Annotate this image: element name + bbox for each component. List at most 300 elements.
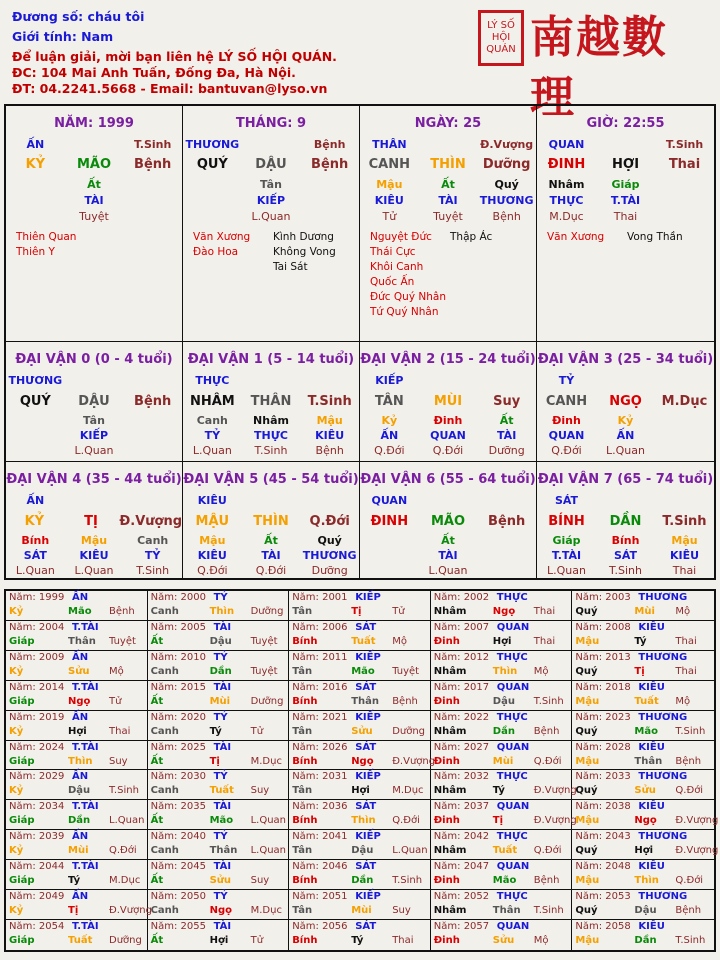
- dv-hidden-row-item: SÁT: [613, 549, 638, 562]
- dv-hidden-row-item: [6, 444, 65, 457]
- year-cell: [431, 770, 577, 800]
- dv-top-row-item: THƯƠNG: [8, 374, 63, 387]
- year-cell: [148, 651, 290, 681]
- year-stage: Đ.Vượng: [533, 815, 577, 827]
- year-cell: [572, 860, 714, 890]
- dv-hidden-row: [6, 549, 182, 562]
- dv-top-row-item: [419, 374, 478, 387]
- dv-hidden-row-item: L.Quan: [15, 564, 55, 577]
- dv-hidden-row: [537, 564, 714, 577]
- year-cell: [289, 621, 431, 651]
- year-stage: Đ.Vượng: [109, 905, 152, 917]
- year-stem: Đinh: [433, 815, 460, 827]
- year-star: TÀI: [213, 801, 232, 813]
- dv-top-row-item: KIẾP: [375, 374, 404, 387]
- year-stage: L.Quan: [109, 815, 145, 827]
- year-label: Năm: 2035: [150, 801, 206, 813]
- year-branch: Tị: [634, 665, 645, 677]
- year-star: QUAN: [496, 621, 530, 633]
- year-stem: Tân: [292, 606, 313, 617]
- dv-main-row-item: THÌN: [253, 514, 289, 529]
- annual-grid: [4, 589, 719, 952]
- year-stage: Mộ: [675, 606, 691, 617]
- year-branch: Dậu: [351, 845, 374, 857]
- pillar-main-row-item: ĐINH: [547, 157, 586, 172]
- year-branch: Sửu: [68, 665, 90, 677]
- dv-hidden-row-item: QUAN: [548, 429, 585, 442]
- year-stem: Kỷ: [9, 606, 24, 617]
- year-label: Năm: 2010: [150, 651, 206, 663]
- pillar-hidden-row-item: [655, 178, 714, 191]
- year-cell: [148, 920, 290, 950]
- year-cell: [431, 711, 573, 741]
- year-stage: Bệnh: [109, 606, 135, 617]
- year-stem: Kỷ: [9, 905, 24, 917]
- year-stem: Ất: [150, 755, 164, 767]
- year-stage: L.Quan: [250, 815, 287, 827]
- brand-logo: [478, 8, 710, 123]
- year-stem: Canh: [150, 665, 179, 677]
- year-branch: Sửu: [492, 935, 515, 947]
- year-label: Năm: 2023: [575, 711, 631, 723]
- year-stem: Mậu: [575, 815, 600, 827]
- dv-hidden-row: [360, 429, 536, 442]
- year-branch: Tý: [209, 725, 222, 737]
- year-cell: [431, 681, 573, 711]
- year-label: Năm: 2057: [433, 921, 490, 933]
- dai-van-title: ĐẠI VẬN 5 (45 - 54 tuổi): [183, 472, 359, 487]
- year-branch: Tý: [351, 935, 364, 947]
- year-label: Năm: 2050: [150, 891, 206, 903]
- year-star: THỰC: [496, 711, 528, 723]
- dv-hidden-row-item: Giáp: [552, 534, 581, 547]
- year-stem: Giáp: [9, 755, 35, 767]
- year-stage: Suy: [392, 905, 411, 917]
- dv-hidden-row-item: [360, 534, 419, 547]
- year-stem: Bính: [292, 695, 318, 707]
- year-label: Năm: 2012: [433, 651, 490, 663]
- year-label: Năm: 2026: [292, 741, 348, 753]
- owner-name: Đương số: cháu tôi: [12, 9, 145, 24]
- pillar-main-row-item: Bệnh: [134, 157, 172, 172]
- year-stage: Q.Đới: [392, 815, 420, 827]
- logo-text: 南越數理: [530, 12, 668, 123]
- year-stem: Quý: [575, 845, 598, 857]
- year-branch: Mão: [351, 665, 375, 677]
- pillar-cell: [183, 106, 360, 342]
- year-branch: Dậu: [68, 785, 91, 797]
- year-label: Năm: 2004: [9, 621, 65, 633]
- dv-hidden-row-item: TÀI: [261, 549, 281, 562]
- year-label: Năm: 2058: [575, 921, 631, 933]
- pillar-top-row-item: THƯƠNG: [185, 138, 240, 151]
- year-stage: Tuyệt: [250, 635, 278, 647]
- dv-hidden-row: [183, 564, 359, 577]
- dv-top-row: [537, 494, 714, 507]
- pillar-hidden-row-item: KIÊU: [374, 194, 404, 207]
- year-label: Năm: 2033: [575, 771, 631, 783]
- dv-hidden-row-item: [6, 414, 65, 427]
- year-star: TỶ: [213, 771, 228, 783]
- year-branch: Ngọ: [68, 695, 91, 707]
- year-branch: Mùi: [634, 606, 655, 617]
- year-stem: Đinh: [433, 755, 460, 767]
- year-star: TÀI: [213, 921, 232, 933]
- pillar-hidden-row-item: [6, 178, 65, 191]
- year-label: Năm: 1999: [9, 592, 65, 603]
- year-branch: Hợi: [209, 935, 229, 947]
- pillar-hidden-row: [360, 178, 536, 191]
- pillar-extras-left: [370, 230, 446, 320]
- year-star: KIÊU: [638, 741, 665, 753]
- pillar-hidden-row-item: [655, 210, 714, 223]
- year-cell: [6, 591, 148, 621]
- dv-hidden-row-item: KIÊU: [79, 549, 109, 562]
- year-cell: [148, 860, 290, 890]
- year-branch: Dần: [492, 725, 515, 737]
- year-star: QUAN: [496, 741, 530, 753]
- year-stem: Mậu: [575, 755, 600, 767]
- year-star: SÁT: [355, 741, 377, 753]
- year-stem: Nhâm: [433, 665, 467, 677]
- dv-hidden-row: [6, 414, 182, 427]
- year-branch: Tuất: [634, 695, 659, 707]
- year-label: Năm: 2053: [575, 891, 631, 903]
- pillar-hidden-row-item: T.TÀI: [610, 194, 641, 207]
- dv-top-row-item: [596, 374, 655, 387]
- year-branch: Mùi: [68, 845, 89, 857]
- pillar-cell: [537, 106, 714, 342]
- year-stem: Mậu: [575, 695, 600, 707]
- year-label: Năm: 2025: [150, 741, 206, 753]
- year-label: Năm: 2048: [575, 861, 631, 873]
- dv-top-row-item: SÁT: [554, 494, 579, 507]
- pillar-main-row-item: Dưỡng: [482, 157, 531, 172]
- year-branch: Thìn: [492, 665, 518, 677]
- dv-hidden-row: [6, 444, 182, 457]
- pillar-main-row: [360, 157, 536, 172]
- year-cell: [6, 741, 148, 771]
- pillar-cell: [6, 106, 183, 342]
- year-stage: M.Dục: [250, 905, 282, 917]
- year-stage: Dưỡng: [250, 695, 284, 707]
- year-cell: [6, 890, 152, 920]
- dv-top-row-item: [242, 494, 301, 507]
- year-stem: Bính: [292, 755, 318, 767]
- dv-top-row-item: [123, 494, 182, 507]
- year-label: Năm: 2036: [292, 801, 348, 813]
- pillar-top-row: [360, 138, 536, 151]
- year-branch: Thìn: [634, 875, 659, 887]
- dv-hidden-row-item: KIÊU: [197, 549, 227, 562]
- dv-hidden-row-item: Q.Đới: [551, 444, 582, 457]
- year-stage: Q.Đới: [675, 785, 704, 797]
- year-branch: Mão: [68, 606, 92, 617]
- dv-main-row: [183, 514, 359, 529]
- year-stage: Thai: [675, 635, 697, 647]
- dv-hidden-row-item: L.Quan: [606, 444, 645, 457]
- dv-hidden-row-item: ẤN: [380, 429, 399, 442]
- year-stage: Q.Đới: [533, 845, 562, 857]
- year-label: Năm: 2032: [433, 771, 490, 783]
- dv-hidden-row-item: [477, 564, 536, 577]
- year-cell: [572, 651, 714, 681]
- pillar-hidden-row-item: THỰC: [549, 194, 584, 207]
- year-stem: Canh: [150, 725, 179, 737]
- year-star: TÀI: [213, 681, 232, 693]
- pillar-top-row-item: T.Sinh: [133, 138, 172, 151]
- year-cell: [289, 651, 431, 681]
- pillar-title: NGÀY: 25: [414, 116, 482, 131]
- dv-top-row-item: [300, 494, 359, 507]
- year-cell: [148, 800, 290, 830]
- year-star: T.TÀI: [72, 621, 99, 633]
- pillar-hidden-row-item: [6, 210, 65, 223]
- dv-hidden-row-item: Kỷ: [617, 414, 634, 427]
- year-star: QUAN: [496, 801, 530, 813]
- pillar-hidden-row-item: Tuyệt: [433, 210, 463, 223]
- pillar-hidden-row-item: [300, 210, 359, 223]
- year-star: ẤN: [72, 831, 89, 843]
- dai-van-cell: [537, 342, 714, 462]
- year-stem: Bính: [292, 935, 318, 947]
- dv-hidden-row-item: L.Quan: [74, 564, 114, 577]
- year-stage: Q.Đới: [109, 845, 137, 857]
- year-star: T.TÀI: [72, 921, 99, 933]
- year-branch: Tị: [492, 815, 504, 827]
- year-cell: [572, 830, 719, 860]
- dv-hidden-row-item: L.Quan: [428, 564, 468, 577]
- phone-email: ĐT: 04.2241.5668 - Email: bantuvan@lyso.vn: [12, 81, 328, 96]
- year-label: Năm: 2014: [9, 681, 65, 693]
- extra-item: Văn Xương: [547, 231, 605, 243]
- year-branch: Ngọ: [634, 815, 657, 827]
- year-star: THỰC: [496, 831, 528, 843]
- year-star: THƯƠNG: [638, 891, 688, 903]
- year-stem: Tân: [292, 845, 313, 857]
- year-cell: [148, 621, 290, 651]
- year-stage: M.Dục: [109, 875, 141, 887]
- year-branch: Dậu: [634, 905, 657, 917]
- dv-main-row-item: Suy: [493, 394, 521, 409]
- extra-item: Đức Quý Nhân: [370, 291, 446, 303]
- year-label: Năm: 2040: [150, 831, 206, 843]
- dv-hidden-row-item: Bính: [21, 534, 50, 547]
- year-branch: Tuất: [351, 635, 376, 647]
- pillar-hidden-row-item: TÀI: [438, 194, 458, 207]
- contact-invite: Để luận giải, mời bạn liên hệ LÝ SỐ HỘI QUÁN.: [12, 49, 337, 64]
- year-branch: Tý: [68, 875, 81, 887]
- year-stage: Suy: [109, 755, 128, 767]
- dv-hidden-row: [537, 429, 714, 442]
- dv-hidden-row-item: [655, 444, 714, 457]
- year-label: Năm: 2024: [9, 741, 65, 753]
- year-cell: [572, 621, 714, 651]
- extra-item: Thiên Quan: [16, 231, 77, 243]
- year-star: TÀI: [213, 741, 232, 753]
- year-label: Năm: 2045: [150, 861, 206, 873]
- year-stem: Quý: [575, 725, 598, 737]
- year-branch: Tị: [351, 606, 362, 617]
- pillar-top-row-item: T.Sinh: [665, 138, 704, 151]
- dv-hidden-row-item: Dưỡng: [488, 444, 525, 457]
- dv-hidden-row-item: KIÊU: [669, 549, 700, 562]
- year-stem: Đinh: [433, 935, 460, 947]
- dv-top-row-item: [242, 374, 301, 387]
- dv-hidden-row: [537, 414, 714, 427]
- pillar-top-row-item: THÂN: [372, 138, 407, 151]
- dv-hidden-row-item: T.Sinh: [136, 564, 170, 577]
- year-label: Năm: 2051: [292, 891, 348, 903]
- year-star: KIÊU: [638, 681, 665, 693]
- pillar-hidden-row-item: [655, 194, 714, 207]
- year-stem: Canh: [150, 785, 179, 797]
- year-stem: Tân: [292, 725, 313, 737]
- year-cell: [572, 800, 719, 830]
- year-label: Năm: 2009: [9, 651, 65, 663]
- dv-hidden-row-item: Q.Đới: [374, 444, 405, 457]
- dv-hidden-row-item: Kỷ: [381, 414, 398, 427]
- year-stage: Suy: [250, 785, 270, 797]
- year-branch: Tuất: [68, 935, 93, 947]
- year-star: KIÊU: [638, 621, 665, 633]
- year-stem: Nhâm: [433, 785, 467, 797]
- year-stem: Tân: [292, 785, 313, 797]
- year-cell: [431, 830, 573, 860]
- year-stem: Kỷ: [9, 845, 24, 857]
- dv-main-row-item: T.Sinh: [307, 394, 352, 409]
- year-stem: Bính: [292, 635, 318, 647]
- year-star: THỰC: [496, 651, 528, 663]
- dv-top-row-item: THỰC: [195, 374, 230, 387]
- dv-hidden-row-item: Đinh: [433, 414, 463, 427]
- dv-hidden-row-item: ẤN: [616, 429, 635, 442]
- dv-hidden-row-item: Q.Đới: [432, 444, 464, 457]
- year-stage: Đ.Vượng: [533, 785, 577, 797]
- year-branch: Hợi: [68, 725, 87, 737]
- year-cell: [431, 890, 573, 920]
- dv-main-row-item: NHÂM: [189, 394, 235, 409]
- pillar-hidden-row: [537, 194, 714, 207]
- dv-main-row-item: Đ.Vượng: [119, 514, 182, 529]
- dv-top-row-item: TỶ: [558, 374, 575, 387]
- pillar-main-row-item: HỢI: [611, 157, 640, 172]
- year-branch: Sửu: [351, 725, 373, 737]
- year-branch: Tị: [209, 755, 220, 767]
- dv-hidden-row-item: Mậu: [671, 534, 698, 547]
- year-star: KIÊU: [638, 801, 665, 813]
- dv-hidden-row-item: Q.Đới: [197, 564, 228, 577]
- dv-hidden-row-item: TỶ: [204, 429, 221, 442]
- pillar-hidden-row-item: TÀI: [84, 194, 104, 207]
- year-cell: [148, 591, 290, 621]
- dv-hidden-row-item: TỶ: [144, 549, 161, 562]
- year-stem: Ất: [150, 875, 164, 887]
- dv-hidden-row: [537, 549, 714, 562]
- year-cell: [148, 770, 290, 800]
- year-star: THƯƠNG: [638, 711, 688, 723]
- year-stage: Đ.Vượng: [675, 815, 719, 827]
- dv-main-row-item: Q.Đới: [309, 514, 350, 529]
- year-star: TỶ: [213, 891, 228, 903]
- extra-item: Tai Sát: [273, 261, 308, 273]
- year-cell: [148, 681, 290, 711]
- pillar-main-row-item: Bệnh: [311, 157, 349, 172]
- extra-item: Văn Xương: [193, 231, 251, 243]
- dv-hidden-row-item: Mậu: [316, 414, 343, 427]
- dv-hidden-row-item: [477, 549, 536, 562]
- year-cell: [431, 621, 573, 651]
- pillars-grid: [4, 104, 716, 580]
- dv-main-row: [360, 514, 536, 529]
- year-star: QUAN: [496, 921, 530, 933]
- year-stem: Ất: [150, 635, 164, 647]
- dv-main-row-item: ĐINH: [370, 514, 409, 529]
- pillar-top-row-item: ẤN: [26, 138, 45, 151]
- gender: Giới tính: Nam: [12, 29, 114, 44]
- year-cell: [431, 800, 577, 830]
- dv-main-row-item: MÙI: [433, 394, 463, 409]
- year-cell: [6, 770, 148, 800]
- pillar-hidden-row: [6, 210, 182, 223]
- pillar-hidden-row-item: [6, 194, 65, 207]
- dv-hidden-row: [360, 564, 536, 577]
- dv-top-row-item: [655, 494, 714, 507]
- dv-hidden-row: [183, 414, 359, 427]
- year-branch: Tý: [634, 635, 647, 647]
- year-star: TÀI: [213, 861, 232, 873]
- year-branch: Dần: [634, 935, 657, 947]
- year-star: ẤN: [72, 592, 89, 603]
- year-star: KIÊU: [638, 921, 665, 933]
- year-stem: Bính: [292, 875, 318, 887]
- year-branch: Tý: [492, 785, 505, 797]
- extra-item: Kình Dương: [273, 231, 334, 243]
- dv-hidden-row: [183, 429, 359, 442]
- pillar-title: NĂM: 1999: [54, 116, 134, 131]
- dv-hidden-row-item: THƯƠNG: [302, 549, 357, 562]
- dv-hidden-row-item: [655, 429, 714, 442]
- year-branch: Mão: [492, 875, 517, 887]
- year-cell: [289, 681, 431, 711]
- extra-item: Thập Ác: [450, 231, 493, 243]
- dai-van-cell: [537, 462, 714, 578]
- dv-hidden-row-item: [655, 414, 714, 427]
- year-star: THƯƠNG: [638, 831, 688, 843]
- year-branch: Tuất: [492, 845, 518, 857]
- year-branch: Thân: [492, 905, 521, 917]
- year-label: Năm: 2042: [433, 831, 490, 843]
- dv-hidden-row-item: T.Sinh: [254, 444, 288, 457]
- dv-main-row: [6, 394, 182, 409]
- year-stage: Mộ: [533, 935, 549, 947]
- pillar-hidden-row-item: Quý: [494, 178, 519, 191]
- year-stage: M.Dục: [250, 755, 282, 767]
- year-stage: Suy: [250, 875, 270, 887]
- year-cell: [289, 741, 436, 771]
- pillar-hidden-row-item: [183, 194, 242, 207]
- dv-top-row-item: [477, 494, 536, 507]
- dv-hidden-row-item: [477, 534, 536, 547]
- year-stem: Đinh: [433, 695, 460, 707]
- dv-main-row-item: CANH: [545, 394, 588, 409]
- year-branch: Hợi: [634, 845, 654, 857]
- year-branch: Hợi: [351, 785, 370, 797]
- year-star: THƯƠNG: [638, 771, 688, 783]
- year-branch: Mão: [634, 725, 658, 737]
- year-cell: [431, 920, 573, 950]
- pillar-top-row-item: Đ.Vượng: [480, 138, 534, 151]
